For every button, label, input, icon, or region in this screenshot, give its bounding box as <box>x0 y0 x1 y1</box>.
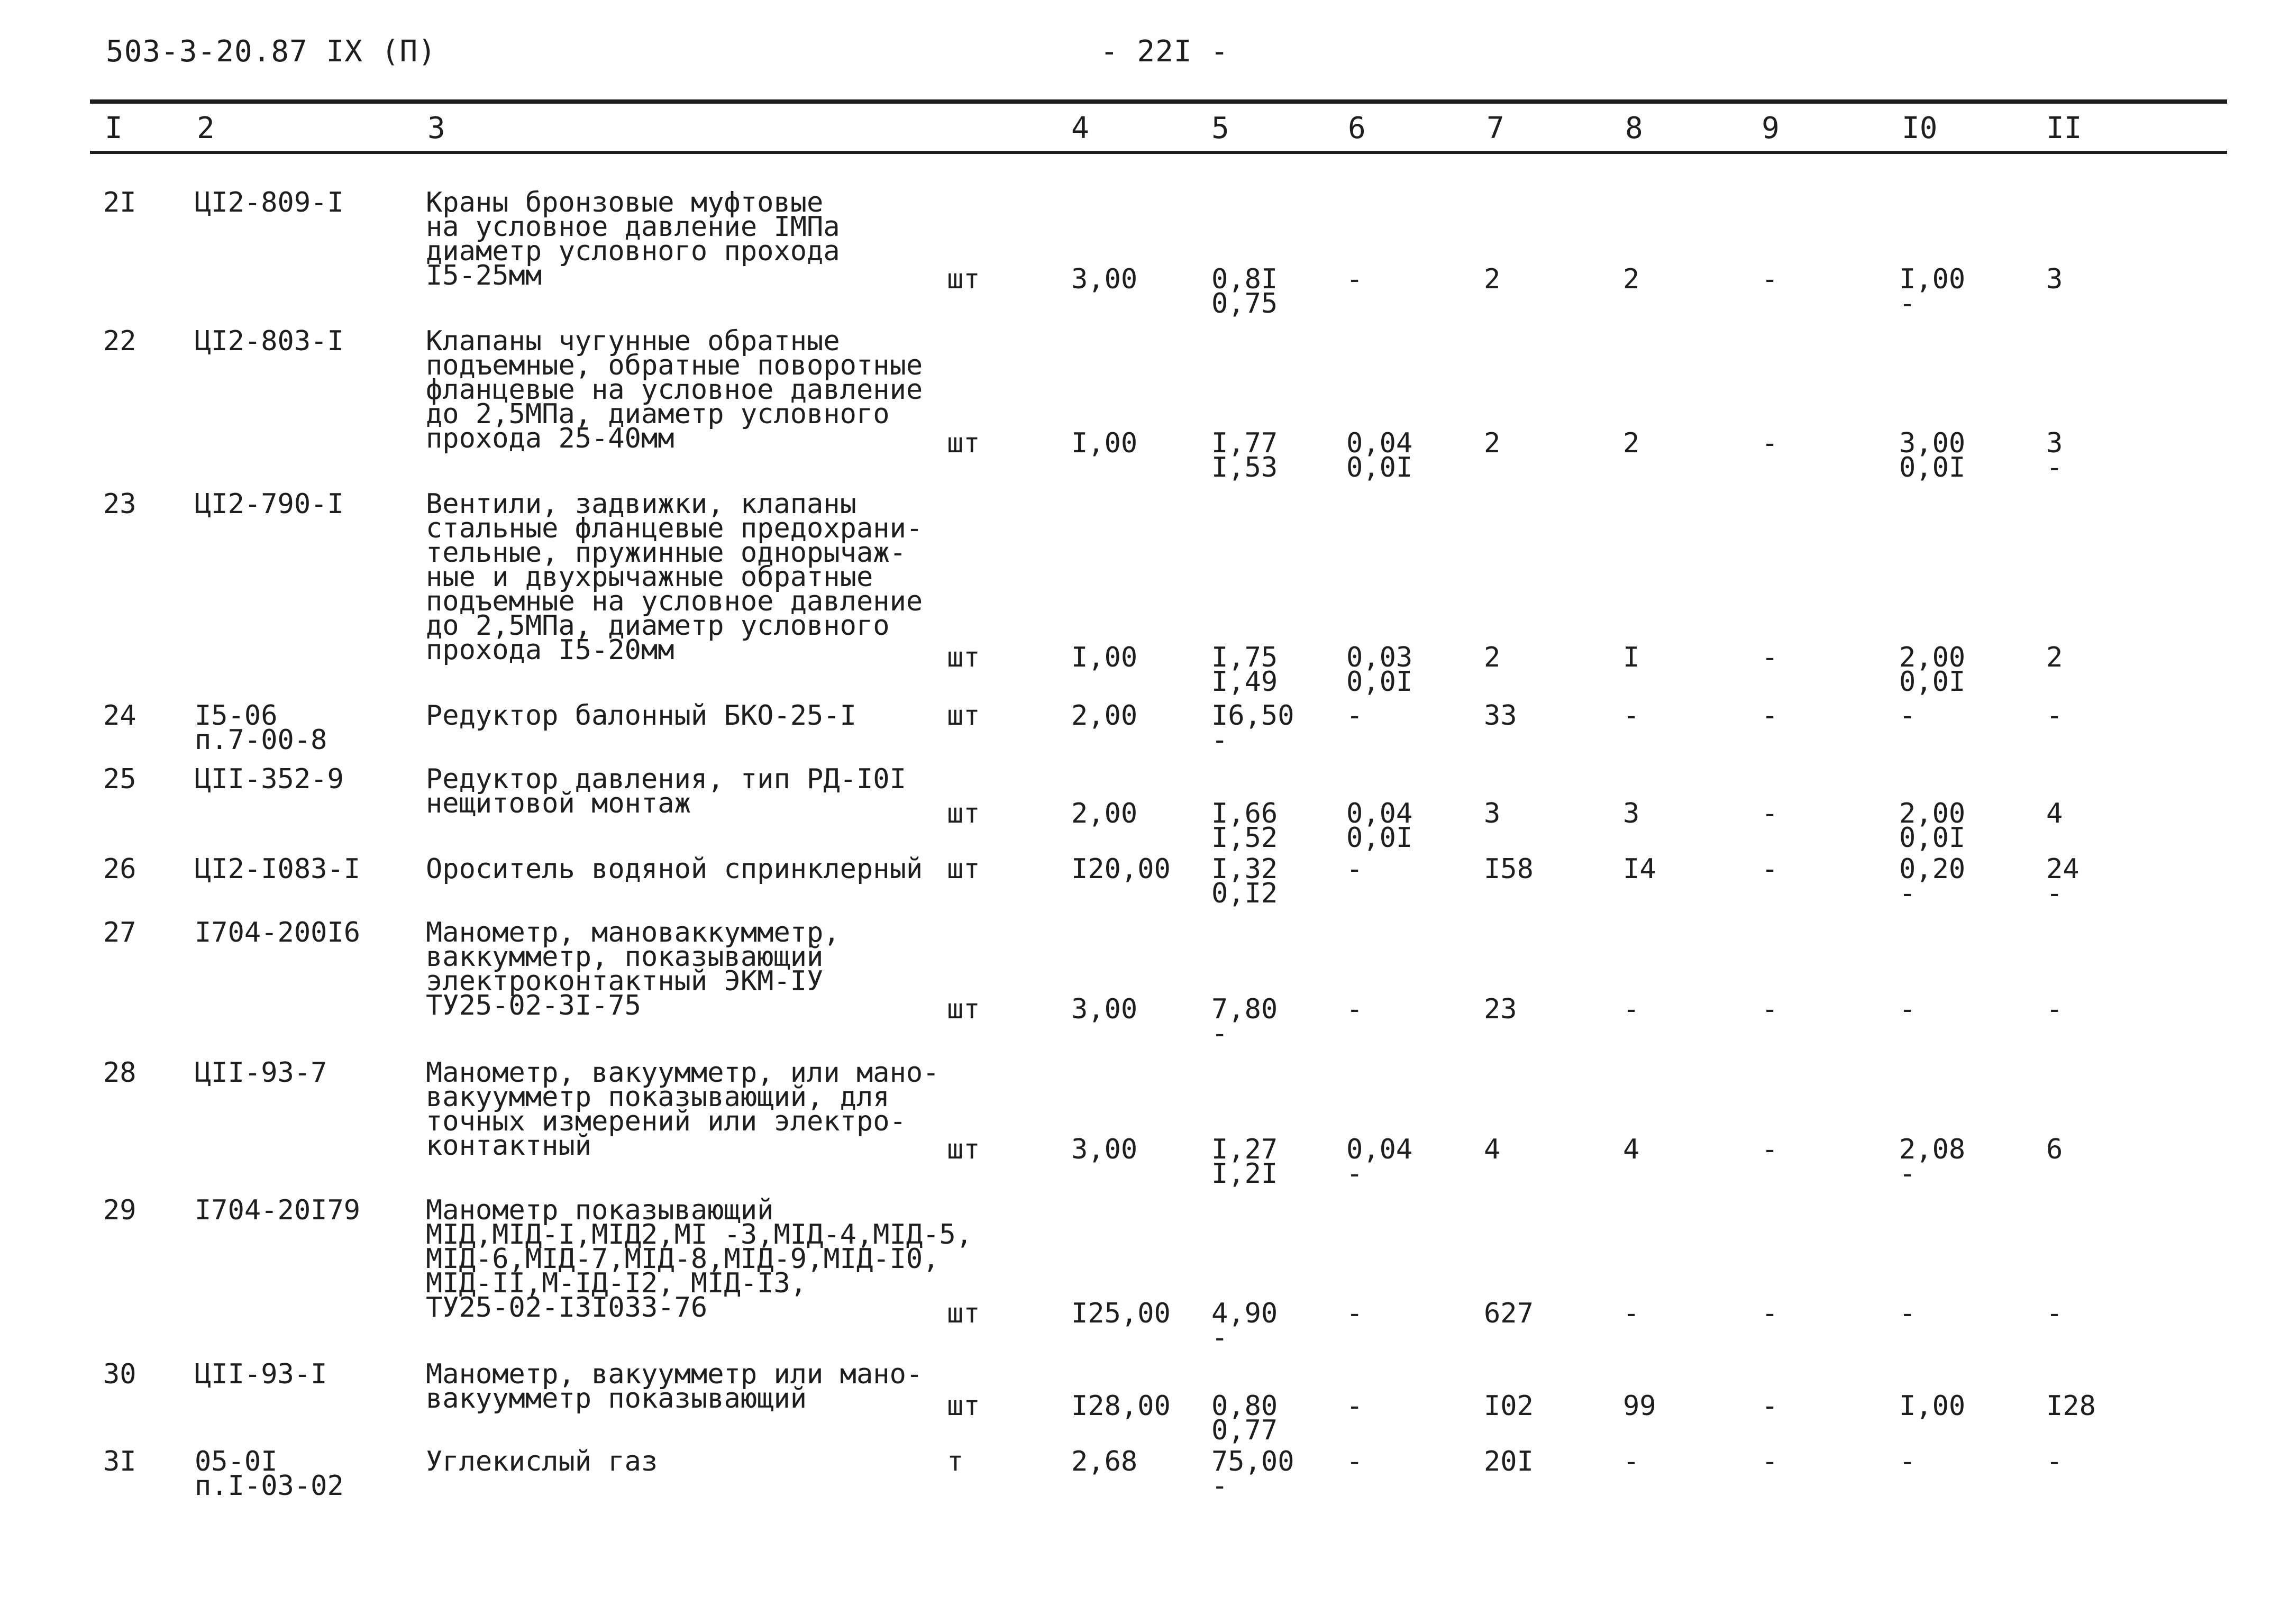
column-header-5: 5 <box>1211 111 1229 145</box>
cell-c10: - <box>1899 700 1916 732</box>
cell-c10: 3,00 0,0I <box>1899 427 1966 483</box>
cell-c10: 2,08 - <box>1899 1134 1966 1190</box>
cell-c11: - <box>2046 1298 2063 1329</box>
cell-c11: 4 <box>2046 798 2063 829</box>
cell-c9: - <box>1762 1446 1779 1477</box>
cell-c6: 0,04 0,0I <box>1346 798 1413 854</box>
cell-c9: - <box>1762 853 1779 885</box>
cell-name: Манометр, вакуумметр или мано- вакуумметр показывающий <box>426 1358 923 1415</box>
cell-c11: 6 <box>2046 1134 2063 1165</box>
cell-c5: 0,8I 0,75 <box>1211 263 1278 320</box>
cell-code: I704-200I6 <box>195 917 361 948</box>
cell-c8: 99 <box>1623 1390 1656 1422</box>
cell-c6: - <box>1346 1298 1363 1329</box>
cell-name: Ороситель водяной спринклерный <box>426 853 923 885</box>
cell-code: ЦI2-803-I <box>195 325 344 357</box>
cell-num: 23 <box>103 488 136 520</box>
cell-c10: 0,20 - <box>1899 853 1966 909</box>
cell-c5: I,27 I,2I <box>1211 1134 1278 1190</box>
cell-c5: I6,50 - <box>1211 700 1294 756</box>
cell-c4: 2,68 <box>1071 1446 1138 1477</box>
cell-c4: I25,00 <box>1071 1298 1171 1329</box>
cell-unit: шт <box>947 853 980 885</box>
cell-c9: - <box>1762 427 1779 459</box>
cell-num: 30 <box>103 1358 136 1390</box>
cell-c9: - <box>1762 700 1779 732</box>
cell-c7: 20I <box>1484 1446 1534 1477</box>
cell-c5: 75,00 - <box>1211 1446 1294 1502</box>
cell-code: ЦI2-809-I <box>195 187 344 218</box>
cell-c9: - <box>1762 1298 1779 1329</box>
cell-c11: 2 <box>2046 642 2063 673</box>
cell-c8: 3 <box>1623 798 1640 829</box>
cell-num: 3I <box>103 1446 136 1477</box>
cell-code: ЦI2-790-I <box>195 488 344 520</box>
cell-c9: - <box>1762 642 1779 673</box>
cell-name: Манометр показывающий МIД,МIД-I,МIД2,МI -3,МIД-4,МIД-5, МIД-6,МIД-7,МIД-8,МIД-9,МIД-I0, МIД-II,М-IД-I2, МIД-I3, ТУ25-02-I3I033-76 <box>426 1194 973 1324</box>
table-header-rule <box>90 151 2227 154</box>
cell-c5: I,32 0,I2 <box>1211 853 1278 909</box>
cell-code: I704-20I79 <box>195 1194 361 1226</box>
cell-c9: - <box>1762 993 1779 1025</box>
cell-c8: 2 <box>1623 427 1640 459</box>
cell-unit: шт <box>947 427 980 459</box>
cell-name: Манометр, мановаккумметр, ваккумметр, показывающий электроконтактный ЭКМ-IУ ТУ25-02-3I-75 <box>426 917 840 1021</box>
cell-c10: I,00 - <box>1899 263 1966 320</box>
cell-c6: - <box>1346 263 1363 295</box>
cell-code: ЦII-352-9 <box>195 763 344 795</box>
cell-c7: 23 <box>1484 993 1517 1025</box>
cell-c7: 33 <box>1484 700 1517 732</box>
cell-c6: 0,04 0,0I <box>1346 427 1413 483</box>
cell-c8: 2 <box>1623 263 1640 295</box>
cell-code: I5-06 п.7-00-8 <box>195 700 327 756</box>
cell-c6: - <box>1346 853 1363 885</box>
cell-c11: I28 <box>2046 1390 2096 1422</box>
cell-c7: I02 <box>1484 1390 1534 1422</box>
cell-c11: 24 - <box>2046 853 2080 909</box>
cell-code: 05-0I п.I-03-02 <box>195 1446 344 1502</box>
column-header-11: II <box>2046 111 2082 145</box>
cell-num: 29 <box>103 1194 136 1226</box>
column-header-8: 8 <box>1625 111 1643 145</box>
cell-c11: 3 <box>2046 263 2063 295</box>
cell-c10: I,00 <box>1899 1390 1966 1422</box>
cell-c10: - <box>1899 1446 1916 1477</box>
cell-c11: 3 - <box>2046 427 2063 483</box>
cell-c6: 0,04 - <box>1346 1134 1413 1190</box>
cell-unit: шт <box>947 993 980 1025</box>
column-header-3: 3 <box>427 111 445 145</box>
page-number: - 22I - <box>1100 34 1229 69</box>
cell-c11: - <box>2046 700 2063 732</box>
cell-unit: шт <box>947 700 980 732</box>
cell-c4: 3,00 <box>1071 993 1138 1025</box>
cell-c6: - <box>1346 700 1363 732</box>
cell-c4: I20,00 <box>1071 853 1171 885</box>
cell-c9: - <box>1762 263 1779 295</box>
cell-num: 25 <box>103 763 136 795</box>
cell-c6: 0,03 0,0I <box>1346 642 1413 698</box>
column-header-2: 2 <box>197 111 215 145</box>
cell-c10: - <box>1899 993 1916 1025</box>
cell-unit: шт <box>947 1298 980 1329</box>
cell-num: 2I <box>103 187 136 218</box>
cell-c4: I28,00 <box>1071 1390 1171 1422</box>
cell-num: 26 <box>103 853 136 885</box>
document-code: 503-3-20.87 IX (П) <box>106 34 436 69</box>
column-header-10: I0 <box>1902 111 1938 145</box>
cell-unit: шт <box>947 263 980 295</box>
cell-unit: шт <box>947 642 980 673</box>
cell-c4: I,00 <box>1071 427 1138 459</box>
cell-c9: - <box>1762 1134 1779 1165</box>
cell-code: ЦII-93-7 <box>195 1057 327 1089</box>
column-header-9: 9 <box>1762 111 1780 145</box>
cell-c11: - <box>2046 1446 2063 1477</box>
cell-code: ЦII-93-I <box>195 1358 327 1390</box>
cell-c4: 2,00 <box>1071 798 1138 829</box>
cell-c5: I,66 I,52 <box>1211 798 1278 854</box>
cell-c10: - <box>1899 1298 1916 1329</box>
cell-c6: - <box>1346 1446 1363 1477</box>
cell-c8: - <box>1623 1446 1640 1477</box>
cell-num: 24 <box>103 700 136 732</box>
cell-c9: - <box>1762 798 1779 829</box>
cell-c4: 3,00 <box>1071 263 1138 295</box>
cell-c8: - <box>1623 700 1640 732</box>
cell-c7: 4 <box>1484 1134 1501 1165</box>
cell-c8: I4 <box>1623 853 1656 885</box>
cell-num: 22 <box>103 325 136 357</box>
cell-c4: 2,00 <box>1071 700 1138 732</box>
cell-c5: 7,80 - <box>1211 993 1278 1050</box>
cell-c8: - <box>1623 1298 1640 1329</box>
cell-name: Редуктор давления, тип РД-I0I нещитовой монтаж <box>426 763 906 819</box>
cell-name: Вентили, задвижки, клапаны стальные фланцевые предохрани- тельные, пружинные однорычаж- ные и двухрычажные обратные подъемные на условное давление до 2,5МПа, диаметр условного прохода I5-20мм <box>426 488 923 666</box>
cell-code: ЦI2-I083-I <box>195 853 361 885</box>
cell-c5: 0,80 0,77 <box>1211 1390 1278 1446</box>
cell-num: 28 <box>103 1057 136 1089</box>
cell-unit: т <box>947 1446 964 1477</box>
column-header-1: I <box>105 111 123 145</box>
cell-c5: I,75 I,49 <box>1211 642 1278 698</box>
column-header-6: 6 <box>1348 111 1366 145</box>
cell-c10: 2,00 0,0I <box>1899 642 1966 698</box>
cell-c11: - <box>2046 993 2063 1025</box>
cell-c7: 2 <box>1484 263 1501 295</box>
cell-c7: 3 <box>1484 798 1501 829</box>
cell-c6: - <box>1346 1390 1363 1422</box>
cell-name: Углекислый газ <box>426 1446 658 1477</box>
cell-c10: 2,00 0,0I <box>1899 798 1966 854</box>
cell-unit: шт <box>947 1134 980 1165</box>
cell-name: Редуктор балонный БКО-25-I <box>426 700 856 732</box>
cell-c7: 627 <box>1484 1298 1534 1329</box>
cell-c4: I,00 <box>1071 642 1138 673</box>
cell-c9: - <box>1762 1390 1779 1422</box>
cell-c7: I58 <box>1484 853 1534 885</box>
cell-c8: - <box>1623 993 1640 1025</box>
cell-unit: шт <box>947 1390 980 1422</box>
cell-unit: шт <box>947 798 980 829</box>
cell-num: 27 <box>103 917 136 948</box>
cell-c6: - <box>1346 993 1363 1025</box>
cell-c8: 4 <box>1623 1134 1640 1165</box>
cell-c8: I <box>1623 642 1640 673</box>
cell-c5: I,77 I,53 <box>1211 427 1278 483</box>
cell-c7: 2 <box>1484 642 1501 673</box>
column-header-7: 7 <box>1486 111 1504 145</box>
cell-name: Манометр, вакуумметр, или мано- вакуумметр показывающий, для точных измерений или электро- контактный <box>426 1057 940 1162</box>
column-header-4: 4 <box>1071 111 1089 145</box>
table-top-rule <box>90 99 2227 104</box>
cell-c7: 2 <box>1484 427 1501 459</box>
cell-name: Краны бронзовые муфтовые на условное давление IМПа диаметр условного прохода I5-25мм <box>426 187 840 291</box>
cell-c4: 3,00 <box>1071 1134 1138 1165</box>
cell-c5: 4,90 - <box>1211 1298 1278 1354</box>
cell-name: Клапаны чугунные обратные подъемные, обратные поворотные фланцевые на условное давление до 2,5МПа, диаметр условного прохода 25-40мм <box>426 325 923 454</box>
